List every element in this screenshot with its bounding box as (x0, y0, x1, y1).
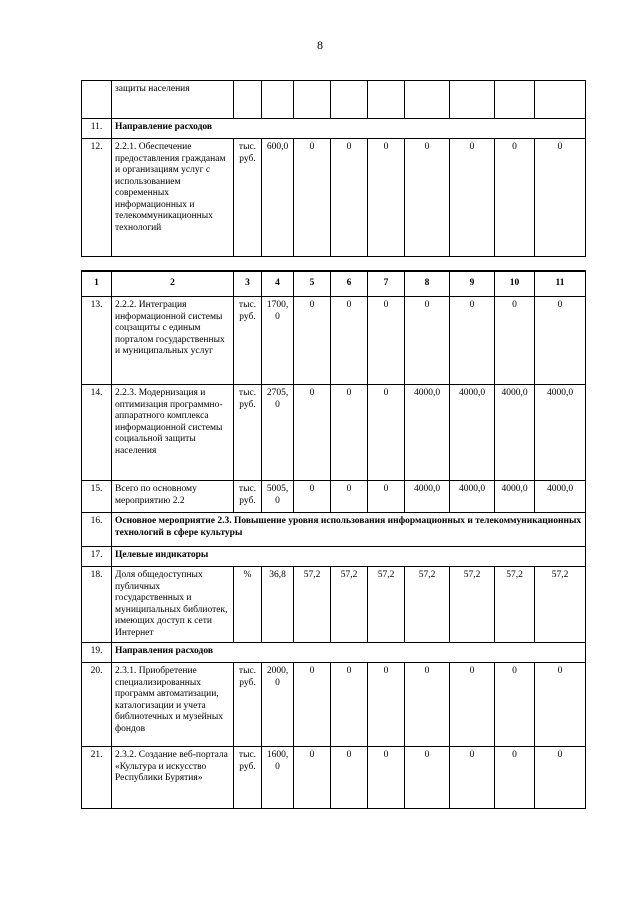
header-cell: 6 (331, 271, 368, 297)
value-cell: 0 (535, 139, 586, 257)
value-cell: 0 (450, 297, 495, 385)
row-name-cell: 2.3.2. Создание веб-портала «Культура и искусство Республики Бурятия» (112, 747, 234, 809)
header-cell: 8 (405, 271, 450, 297)
value-cell: 0 (294, 663, 331, 747)
row-number-cell: 12. (82, 139, 112, 257)
value-cell: 57,2 (405, 567, 450, 643)
value-cell: 1600,0 (262, 747, 294, 809)
value-cell: 36,8 (262, 567, 294, 643)
unit-cell: тыс. руб. (234, 297, 262, 385)
value-cell: 1700,0 (262, 297, 294, 385)
value-cell: 4000,0 (535, 481, 586, 513)
row-number-cell: 18. (82, 567, 112, 643)
value-cell: 0 (331, 385, 368, 481)
section-title-cell: Основное мероприятие 2.3. Повышение уровня использования информационных и телекоммуникационных технологий в сфере культуры (112, 513, 586, 547)
value-cell (294, 81, 331, 119)
unit-cell: тыс. руб. (234, 747, 262, 809)
row-name-cell: Всего по основному мероприятию 2.2 (112, 481, 234, 513)
unit-cell: % (234, 567, 262, 643)
value-cell: 4000,0 (405, 481, 450, 513)
value-cell: 57,2 (368, 567, 405, 643)
value-cell: 0 (405, 297, 450, 385)
value-cell: 0 (535, 297, 586, 385)
value-cell: 0 (495, 297, 535, 385)
value-cell (234, 81, 262, 119)
value-cell: 0 (331, 663, 368, 747)
section-title-cell: Направления расходов (112, 643, 586, 663)
value-cell: 0 (368, 385, 405, 481)
value-cell: 0 (331, 747, 368, 809)
value-cell: 0 (405, 747, 450, 809)
value-cell: 600,0 (262, 139, 294, 257)
table-row (82, 513, 586, 547)
table-row (82, 747, 586, 809)
value-cell (495, 81, 535, 119)
value-cell: 0 (450, 139, 495, 257)
column-number-header (82, 271, 586, 297)
value-cell: 0 (368, 139, 405, 257)
value-cell (331, 81, 368, 119)
value-cell: 57,2 (450, 567, 495, 643)
row-number-cell (82, 81, 112, 119)
table-row (82, 139, 586, 257)
row-number-cell: 17. (82, 547, 112, 567)
value-cell: 0 (294, 139, 331, 257)
table-row (82, 547, 586, 567)
value-cell: 0 (331, 481, 368, 513)
value-cell: 57,2 (495, 567, 535, 643)
section-title-cell: Направление расходов (112, 119, 586, 139)
value-cell: 0 (495, 139, 535, 257)
header-cell: 2 (112, 271, 234, 297)
value-cell: 0 (368, 481, 405, 513)
value-cell: 4000,0 (495, 385, 535, 481)
row-name-cell: защиты населения (112, 81, 234, 119)
header-cell: 4 (262, 271, 294, 297)
table-row (82, 567, 586, 643)
value-cell: 0 (535, 663, 586, 747)
value-cell: 2705,0 (262, 385, 294, 481)
value-cell: 0 (294, 385, 331, 481)
value-cell: 0 (294, 747, 331, 809)
value-cell (450, 81, 495, 119)
indicators-table-top (81, 80, 586, 257)
section-title-cell: Целевые индикаторы (112, 547, 586, 567)
row-name-cell: 2.3.1. Приобретение специализированных программ автоматизации, каталогизации и учета библиотечных и музейных фондов (112, 663, 234, 747)
value-cell (368, 81, 405, 119)
row-number-cell: 11. (82, 119, 112, 139)
page-number: 8 (317, 38, 323, 52)
value-cell: 0 (450, 747, 495, 809)
unit-cell: тыс. руб. (234, 385, 262, 481)
row-number-cell: 20. (82, 663, 112, 747)
table-row (82, 481, 586, 513)
header-cell: 10 (495, 271, 535, 297)
value-cell: 4000,0 (495, 481, 535, 513)
table-row (82, 663, 586, 747)
value-cell: 57,2 (294, 567, 331, 643)
value-cell: 5005,0 (262, 481, 294, 513)
table-row (82, 385, 586, 481)
row-name-cell: 2.2.2. Интеграция информационной системы соцзащиты с единым порталом государственных и муниципальных услуг (112, 297, 234, 385)
value-cell: 0 (331, 139, 368, 257)
value-cell: 4000,0 (450, 385, 495, 481)
value-cell (405, 81, 450, 119)
value-cell: 2000,0 (262, 663, 294, 747)
value-cell: 0 (368, 663, 405, 747)
unit-cell: тыс. руб. (234, 481, 262, 513)
row-number-cell: 16. (82, 513, 112, 547)
value-cell: 0 (495, 747, 535, 809)
row-number-cell: 13. (82, 297, 112, 385)
value-cell: 0 (495, 663, 535, 747)
value-cell: 0 (405, 139, 450, 257)
unit-cell: тыс. руб. (234, 139, 262, 257)
value-cell: 0 (368, 747, 405, 809)
value-cell: 0 (535, 747, 586, 809)
value-cell: 57,2 (331, 567, 368, 643)
row-name-cell: 2.2.3. Модернизация и оптимизация программно-аппаратного комплекса информационной системы социальной защиты населения (112, 385, 234, 481)
table-row (82, 643, 586, 663)
value-cell (262, 81, 294, 119)
table-row (82, 81, 586, 119)
value-cell: 0 (405, 663, 450, 747)
header-cell: 3 (234, 271, 262, 297)
value-cell: 4000,0 (405, 385, 450, 481)
value-cell: 0 (294, 297, 331, 385)
value-cell: 0 (368, 297, 405, 385)
table-row (82, 119, 586, 139)
row-number-cell: 14. (82, 385, 112, 481)
value-cell: 4000,0 (535, 385, 586, 481)
value-cell: 0 (294, 481, 331, 513)
row-number-cell: 21. (82, 747, 112, 809)
table-row (82, 297, 586, 385)
value-cell: 4000,0 (450, 481, 495, 513)
unit-cell: тыс. руб. (234, 663, 262, 747)
row-number-cell: 15. (82, 481, 112, 513)
value-cell (535, 81, 586, 119)
indicators-table-main (81, 270, 586, 809)
header-cell: 11 (535, 271, 586, 297)
row-number-cell: 19. (82, 643, 112, 663)
value-cell: 0 (331, 297, 368, 385)
row-name-cell: Доля общедоступных публичных государственных и муниципальных библиотек, имеющих доступ к сети Интернет (112, 567, 234, 643)
row-name-cell: 2.2.1. Обеспечение предоставления гражданам и организациям услуг с использованием современных информационных и телекоммуникационных технологий (112, 139, 234, 257)
header-cell: 5 (294, 271, 331, 297)
header-cell: 9 (450, 271, 495, 297)
header-cell: 1 (82, 271, 112, 297)
header-cell: 7 (368, 271, 405, 297)
value-cell: 0 (450, 663, 495, 747)
value-cell: 57,2 (535, 567, 586, 643)
